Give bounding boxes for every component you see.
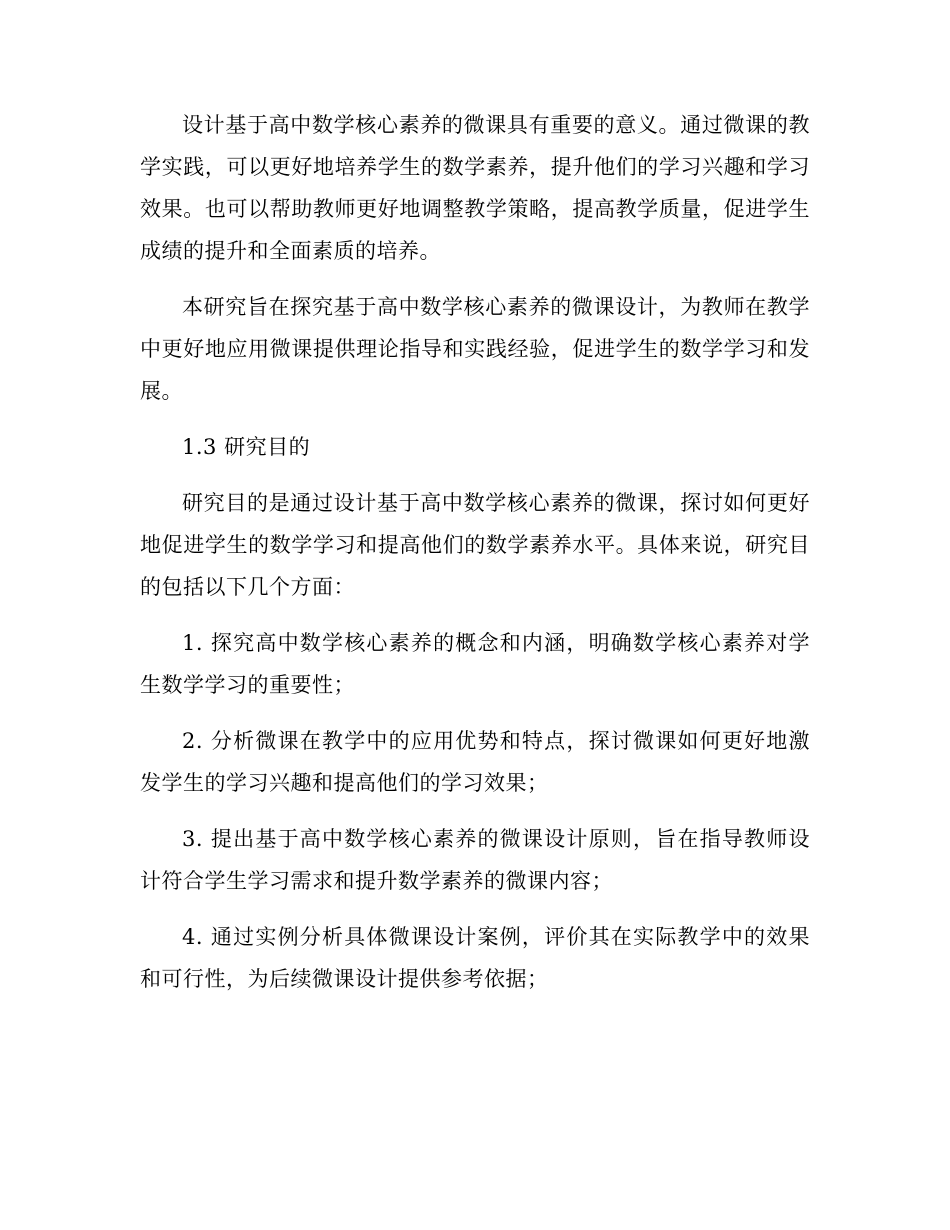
section-heading: 1.3 研究目的 (182, 435, 311, 459)
paragraph-study-aim: 本研究旨在探究基于高中数学核心素养的微课设计，为教师在教学中更好地应用微课提供理论指导和实践经验，促进学生的数学学习和发展。 (140, 295, 810, 403)
document-body (140, 104, 810, 1014)
list-item-2: 2. 分析微课在教学中的应用优势和特点，探讨微课如何更好地激发学生的学习兴趣和提高他们的学习效果； (140, 729, 810, 795)
paragraph-significance: 设计基于高中数学核心素养的微课具有重要的意义。通过微课的教学实践，可以更好地培养学生的数学素养，提升他们的学习兴趣和学习效果。也可以帮助教师更好地调整教学策略，提高教学质量，促进学生成绩的提升和全面素质的培养。 (140, 113, 810, 263)
paragraph-purpose-intro: 研究目的是通过设计基于高中数学核心素养的微课，探讨如何更好地促进学生的数学学习和提高他们的数学素养水平。具体来说，研究目的包括以下几个方面： (140, 491, 810, 599)
list-item-1: 1. 探究高中数学核心素养的概念和内涵，明确数学核心素养对学生数学学习的重要性； (140, 631, 810, 697)
list-item-3: 3. 提出基于高中数学核心素养的微课设计原则，旨在指导教师设计符合学生学习需求和提升数学素养的微课内容； (140, 827, 810, 893)
list-item-4: 4. 通过实例分析具体微课设计案例，评价其在实际教学中的效果和可行性，为后续微课设计提供参考依据； (140, 925, 810, 991)
